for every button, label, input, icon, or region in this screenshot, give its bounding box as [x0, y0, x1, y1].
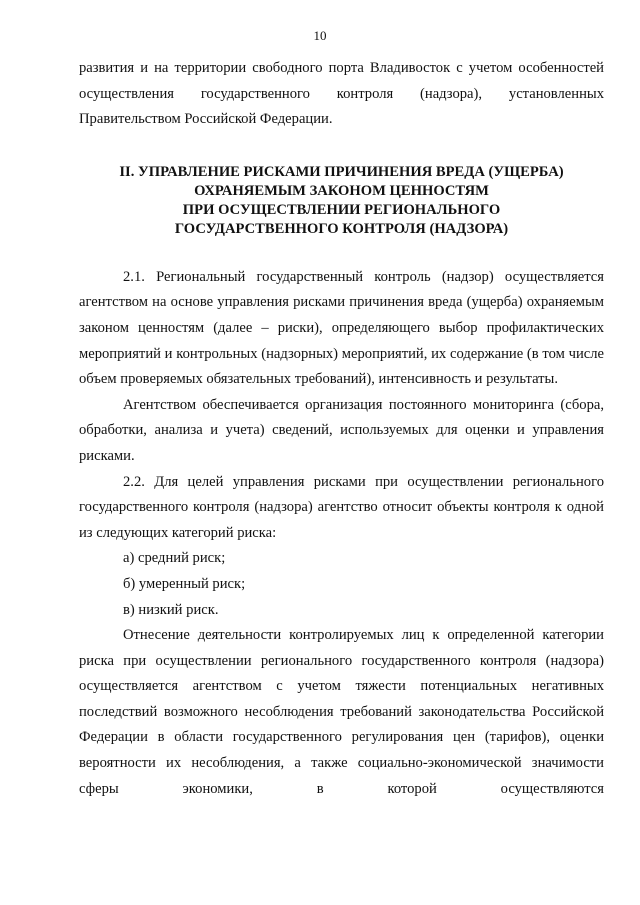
risk-category-item: в) низкий риск.: [123, 601, 219, 618]
risk-category-item: б) умеренный риск;: [123, 575, 246, 592]
paragraph-monitoring: Агентством обеспечивается организация постоянного мониторинга (сбора, обработки, анализа и учета) сведений, используемых для оценки и управления рисками.: [79, 396, 604, 464]
heading-line: II. УПРАВЛЕНИЕ РИСКАМИ ПРИЧИНЕНИЯ ВРЕДА (УЩЕРБА): [119, 163, 564, 180]
paragraph-2-2: 2.2. Для целей управления рисками при осуществлении регионального государственного контроля (надзора) агентство относит объекты контроля к одной из следующих категорий риска:: [79, 473, 604, 541]
page-content: [79, 56, 604, 802]
section-heading: [79, 163, 604, 239]
heading-line: ОХРАНЯЕМЫМ ЗАКОНОМ ЦЕННОСТЯМ: [194, 182, 489, 199]
intro-paragraph: развития и на территории свободного порта Владивосток с учетом особенностей осуществления государственного контроля (надзора), установленных Правительством Российской Федерации.: [79, 60, 604, 128]
heading-line: ГОСУДАРСТВЕННОГО КОНТРОЛЯ (НАДЗОРА): [174, 220, 509, 237]
paragraph-2-1: 2.1. Региональный государственный контроль (надзор) осуществляется агентством на основе управления рисками причинения вреда (ущерба) охраняемым законом ценностям (далее – риски), определяющего выбор профилактических мероприятий и контрольных (надзорных) мероприятий, их содержание (в том числе объем проверяемых обязательных требований), интенсивность и результаты.: [79, 268, 604, 388]
risk-category-item: а) средний риск;: [123, 550, 226, 567]
paragraph-assignment: Отнесение деятельности контролируемых лиц к определенной категории риска при осуществлении регионального государственного контроля (надзора) осуществляется агентством с учетом тяжести потенциальных негативных последствий возможного несоблюдения требований законодательства Российской Федерации в области государственного регулирования цен (тарифов), оценки вероятности их несоблюдения, а также социально-экономической значимости сферы экономики, в которой осуществляются: [79, 627, 604, 797]
heading-line: ПРИ ОСУЩЕСТВЛЕНИИ РЕГИОНАЛЬНОГО: [182, 201, 501, 218]
page-number: 10: [313, 28, 327, 43]
